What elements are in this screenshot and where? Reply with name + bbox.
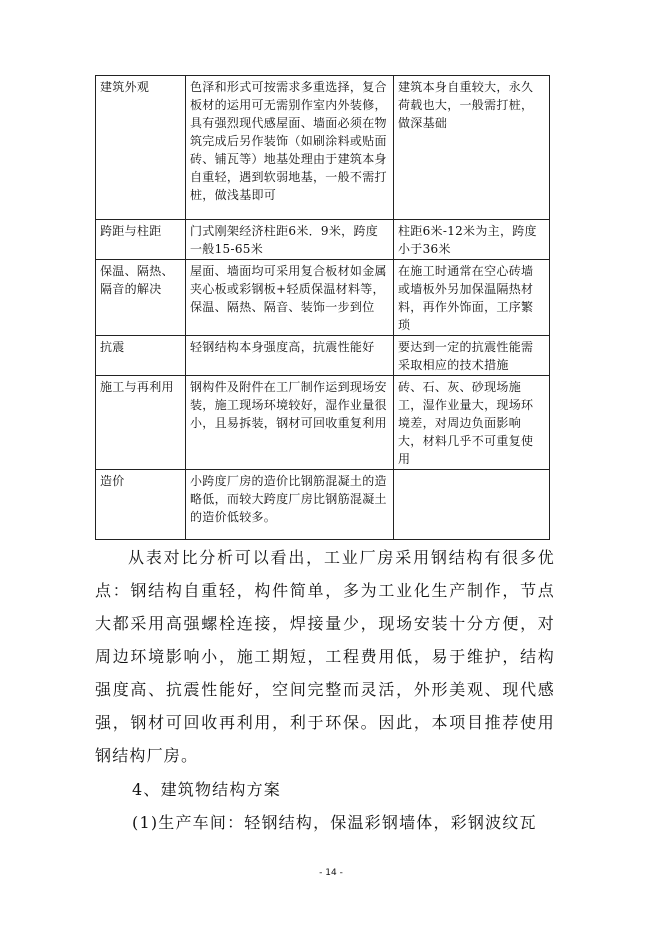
concrete-cell: 柱距6米-12米为主，跨度小于36米 <box>394 220 550 260</box>
steel-cell: 色泽和形式可按需求多重选择，复合板材的运用可无需别作室内外装修，具有强烈现代感屋面、墙面必须在物筑完成后另作装饰（如刷涂料或贴面砖、铺瓦等）地基处理由于建筑本身自重轻，遇到软弱地基，一般不需打桩，做浅基即可 <box>186 76 394 220</box>
production-workshop-item: (1)生产车间：轻钢结构，保温彩钢墙体，彩钢波纹瓦 <box>132 813 537 832</box>
row-label: 抗震 <box>96 336 186 376</box>
comparison-table <box>95 75 550 540</box>
row-label: 建筑外观 <box>96 76 186 220</box>
page-number: - 14 - <box>319 868 343 878</box>
row-label: 保温、隔热、隔音的解决 <box>96 260 186 336</box>
concrete-cell: 建筑本身自重较大，永久荷载也大，一般需打桩，做深基础 <box>394 76 550 220</box>
table-row <box>96 220 550 260</box>
row-label: 跨距与柱距 <box>96 220 186 260</box>
concrete-cell: 在施工时通常在空心砖墙或墙板外另加保温隔热材料，再作外饰面，工序繁琐 <box>394 260 550 336</box>
steel-cell: 小跨度厂房的造价比钢筋混凝土的造略低，而较大跨度厂房比钢筋混凝土的造价低较多。 <box>186 470 394 540</box>
table-row <box>96 470 550 540</box>
table-row <box>96 376 550 470</box>
steel-cell: 屋面、墙面均可采用复合板材如金属夹心板或彩钢板+轻质保温材料等，保温、隔热、隔音、装饰一步到位 <box>186 260 394 336</box>
table-row <box>96 76 550 220</box>
concrete-cell: 要达到一定的抗震性能需采取相应的技术措施 <box>394 336 550 376</box>
steel-cell: 门式刚架经济柱距6米．9米，跨度一般15-65米 <box>186 220 394 260</box>
table-row <box>96 336 550 376</box>
row-label: 造价 <box>96 470 186 540</box>
concrete-cell <box>394 470 550 540</box>
section-heading: 4、建筑物结构方案 <box>132 780 281 799</box>
steel-cell: 轻钢结构本身强度高，抗震性能好 <box>186 336 394 376</box>
steel-cell: 钢构件及附件在工厂制作运到现场安装，施工现场环境较好，湿作业量很小，且易拆装，钢材可回收重复利用 <box>186 376 394 470</box>
table-row <box>96 260 550 336</box>
analysis-paragraph: 从表对比分析可以看出，工业厂房采用钢结构有很多优点：钢结构自重轻，构件简单，多为工业化生产制作，节点大都采用高强螺栓连接，焊接量少，现场安装十分方便，对周边环境影响小，施工期短，工程费用低，易于维护，结构强度高、抗震性能好，空间完整而灵活，外形美观、现代感强，钢材可回收再利用，利于环保。因此，本项目推荐使用钢结构厂房。 <box>95 548 555 765</box>
row-label: 施工与再利用 <box>96 376 186 470</box>
concrete-cell: 砖、石、灰、砂现场施工，湿作业量大，现场环境差，对周边负面影响大，材料几乎不可重复使用 <box>394 376 550 470</box>
